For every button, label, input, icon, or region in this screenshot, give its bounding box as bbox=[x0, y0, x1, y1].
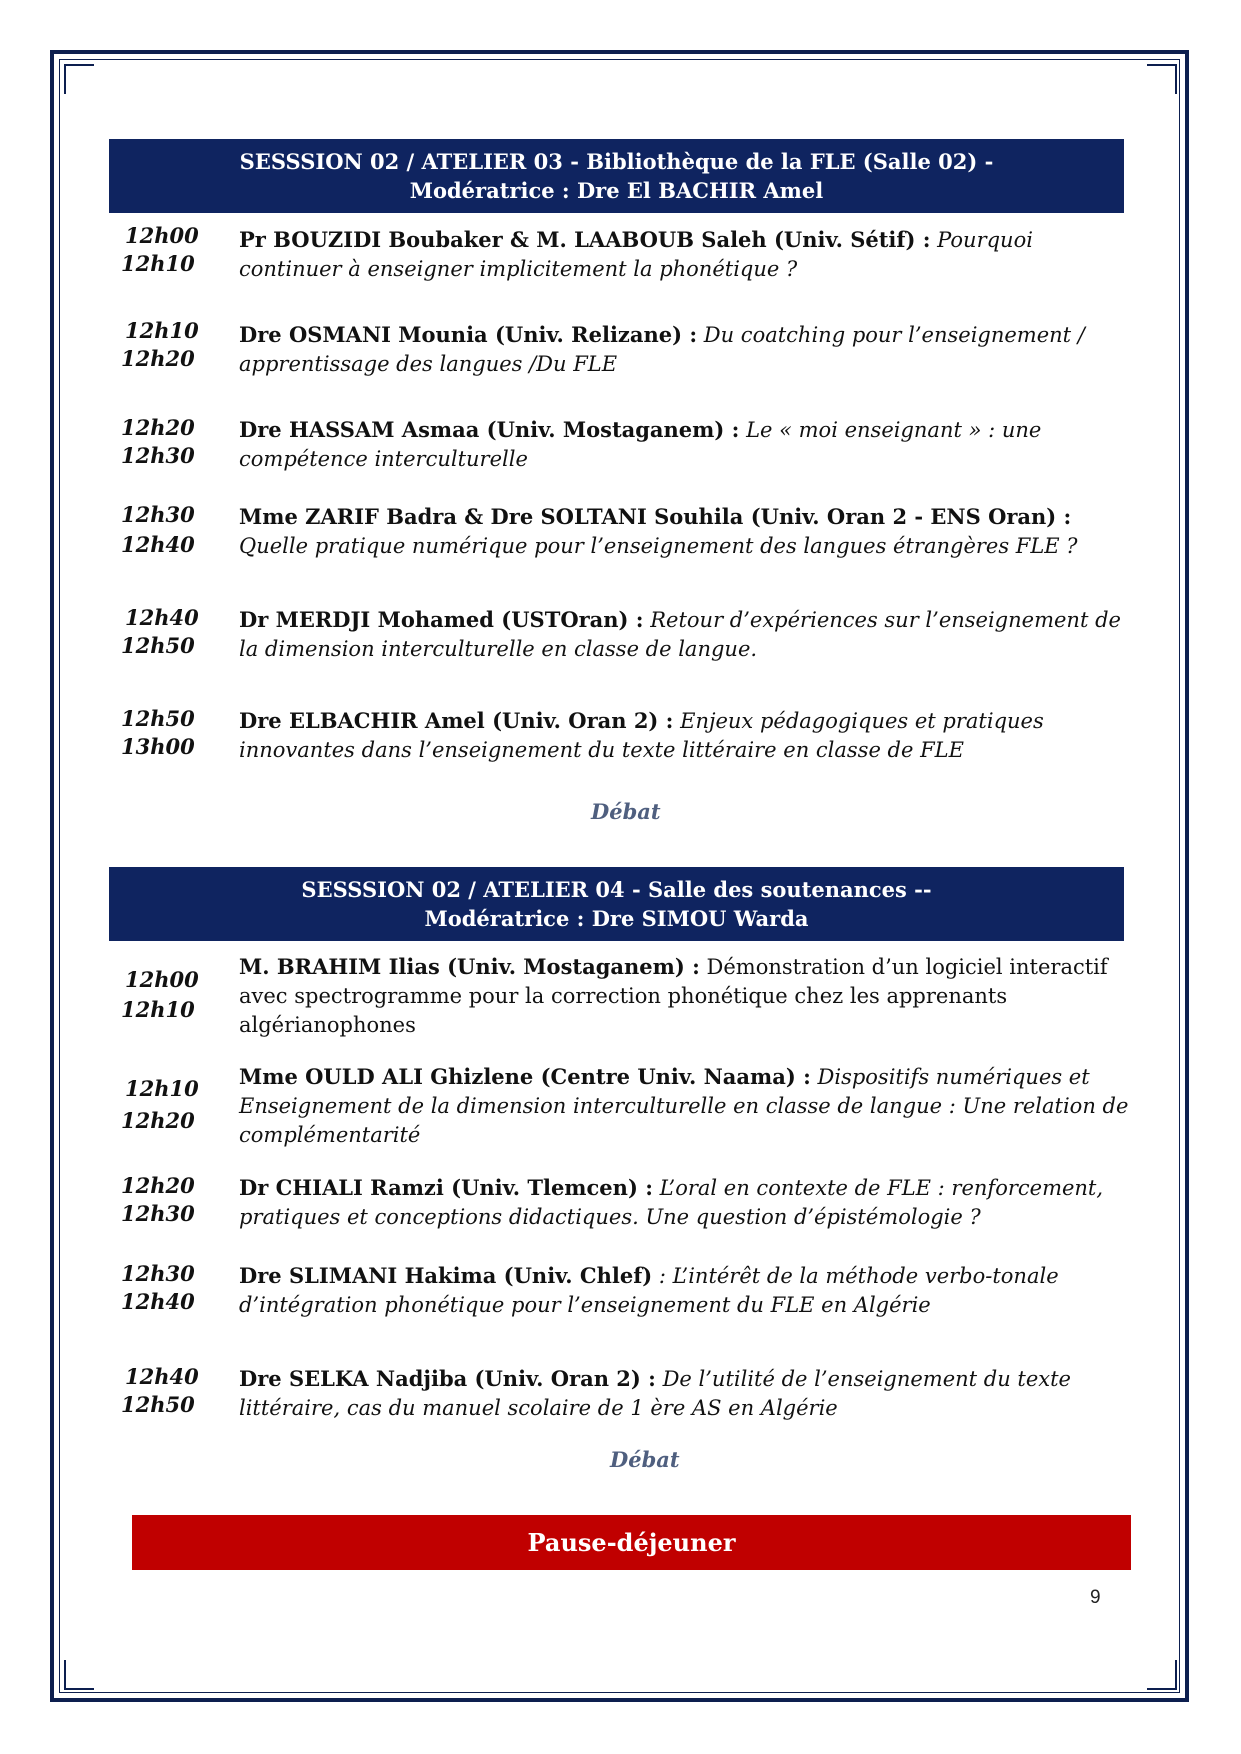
talk-title: De l’utilité de l’enseignement du texte littéraire, cas du manuel scolaire de 1 ère AS en Algérie bbox=[239, 1367, 1071, 1420]
speaker-name: Pr BOUZIDI Boubaker & M. LAABOUB Saleh (Univ. Sétif) : bbox=[239, 227, 931, 252]
talk-title: Retour d’expériences sur l’enseignement de la dimension interculturelle en classe de langue. bbox=[239, 608, 1121, 661]
talk-entry bbox=[239, 320, 1129, 379]
speaker-name: Dre ELBACHIR Amel (Univ. Oran 2) : bbox=[239, 708, 674, 733]
talk-entry bbox=[239, 225, 1129, 284]
talk-title: Du coatching pour l’enseignement / apprentissage des langues /Du FLE bbox=[239, 323, 1085, 376]
speaker-name: Mme ZARIF Badra & Dre SOLTANI Souhila (Univ. Oran 2 - ENS Oran) : bbox=[239, 504, 1072, 529]
session-header-title: SESSSION 02 / ATELIER 03 - Bibliothèque de la FLE (Salle 02) - bbox=[239, 149, 994, 174]
time-end: 12h10 bbox=[121, 997, 195, 1022]
talk-entry bbox=[239, 1173, 1129, 1232]
lunch-break-label: Pause-déjeuner bbox=[527, 1528, 736, 1557]
lunch-break-banner bbox=[132, 1515, 1131, 1570]
border-corner-ornament bbox=[64, 64, 94, 94]
session-header-moderator: Modératrice : Dre SIMOU Warda bbox=[424, 906, 809, 931]
time-end: 12h50 bbox=[121, 1392, 195, 1417]
speaker-name: M. BRAHIM Ilias (Univ. Mostaganem) : bbox=[239, 954, 700, 979]
talk-title: Quelle pratique numérique pour l’enseignement des langues étrangères FLE ? bbox=[239, 534, 1078, 558]
time-end: 13h00 bbox=[121, 734, 195, 759]
session-header-atelier-04 bbox=[109, 867, 1124, 941]
talk-entry bbox=[239, 952, 1129, 1040]
talk-entry bbox=[239, 1062, 1129, 1150]
talk-entry bbox=[239, 706, 1129, 765]
talk-title: L’oral en contexte de FLE : renforcement, pratiques et conceptions didactiques. Une question d’épistémologie ? bbox=[239, 1176, 1104, 1229]
session-header-atelier-03 bbox=[109, 139, 1124, 213]
time-start: 12h00 bbox=[125, 967, 199, 992]
speaker-name: Mme OULD ALI Ghizlene (Centre Univ. Naama) : bbox=[239, 1064, 811, 1089]
time-start: 12h40 bbox=[125, 605, 199, 630]
speaker-name: Dr CHIALI Ramzi (Univ. Tlemcen) : bbox=[239, 1175, 653, 1200]
talk-title: Le « moi enseignant » : une compétence interculturelle bbox=[239, 418, 1042, 471]
talk-entry bbox=[239, 502, 1129, 561]
talk-title: Pourquoi continuer à enseigner implicitement la phonétique ? bbox=[239, 228, 1033, 281]
time-end: 12h20 bbox=[121, 346, 195, 371]
talk-title: : L’intérêt de la méthode verbo-tonale d’intégration phonétique pour l’enseignement du FLE en Algérie bbox=[239, 1264, 1059, 1317]
debat-label: Débat bbox=[610, 1447, 680, 1472]
time-end: 12h50 bbox=[121, 633, 195, 658]
time-start: 12h10 bbox=[125, 1076, 199, 1101]
time-end: 12h40 bbox=[121, 1289, 195, 1314]
talk-entry bbox=[239, 1261, 1129, 1320]
speaker-name: Dre SELKA Nadjiba (Univ. Oran 2) : bbox=[239, 1366, 656, 1391]
time-start: 12h20 bbox=[121, 415, 195, 440]
talk-title: Démonstration d’un logiciel interactif avec spectrogramme pour la correction phonétique chez les apprenants algérianophones bbox=[239, 955, 1108, 1037]
speaker-name: Dre HASSAM Asmaa (Univ. Mostaganem) : bbox=[239, 417, 740, 442]
time-end: 12h30 bbox=[121, 1201, 195, 1226]
talk-title: Enjeux pédagogiques et pratiques innovantes dans l’enseignement du texte littéraire en classe de FLE bbox=[239, 709, 1044, 762]
debat-label: Débat bbox=[591, 799, 661, 824]
time-start: 12h10 bbox=[125, 318, 199, 343]
time-end: 12h40 bbox=[121, 532, 195, 557]
time-start: 12h00 bbox=[125, 223, 199, 248]
time-start: 12h30 bbox=[121, 1261, 195, 1286]
time-start: 12h30 bbox=[121, 502, 195, 527]
session-header-moderator: Modératrice : Dre El BACHIR Amel bbox=[409, 178, 824, 203]
speaker-name: Dr MERDJI Mohamed (USTOran) : bbox=[239, 607, 644, 632]
time-start: 12h40 bbox=[125, 1364, 199, 1389]
speaker-name: Dre OSMANI Mounia (Univ. Relizane) : bbox=[239, 322, 698, 347]
session-header-title: SESSSION 02 / ATELIER 04 - Salle des soutenances -- bbox=[301, 877, 932, 902]
talk-title: Dispositifs numériques et Enseignement de la dimension interculturelle en classe de langue : Une relation de complémentarité bbox=[239, 1065, 1129, 1147]
border-corner-ornament bbox=[1147, 1660, 1177, 1690]
talk-entry bbox=[239, 1364, 1129, 1423]
talk-entry bbox=[239, 605, 1129, 664]
time-end: 12h30 bbox=[121, 443, 195, 468]
speaker-name: Dre SLIMANI Hakima (Univ. Chlef) bbox=[239, 1263, 653, 1288]
time-end: 12h10 bbox=[121, 251, 195, 276]
border-corner-ornament bbox=[1147, 64, 1177, 94]
talk-entry bbox=[239, 415, 1129, 474]
time-end: 12h20 bbox=[121, 1108, 195, 1133]
page-number: 9 bbox=[1090, 1587, 1101, 1608]
time-start: 12h20 bbox=[121, 1173, 195, 1198]
border-corner-ornament bbox=[64, 1660, 94, 1690]
time-start: 12h50 bbox=[121, 706, 195, 731]
